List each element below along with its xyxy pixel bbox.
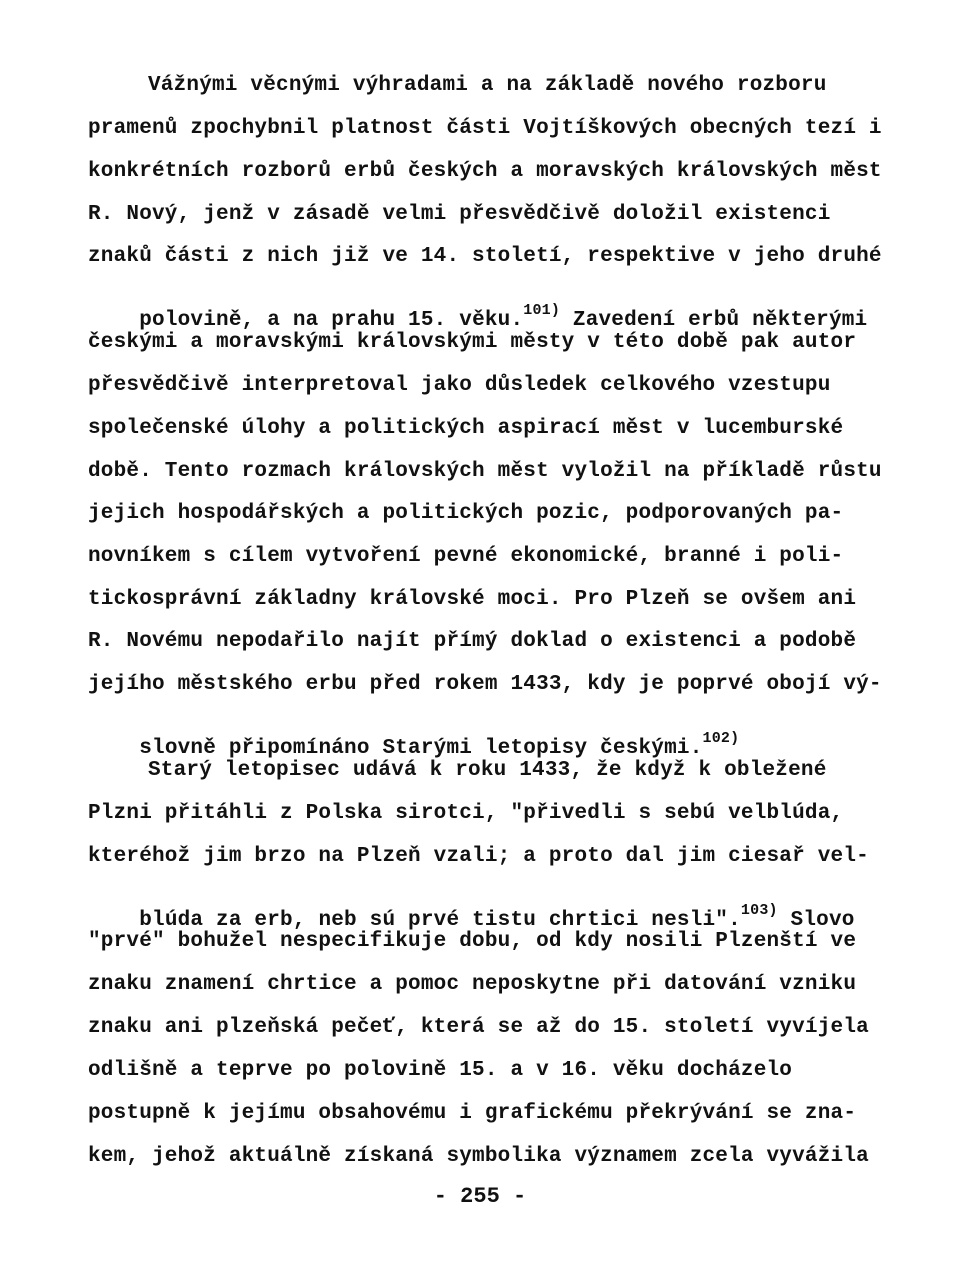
text-line-7: českými a moravskými královskými městy v této době pak autor bbox=[88, 331, 857, 354]
text-line-8: přesvědčivě interpretoval jako důsledek celkového vzestupu bbox=[88, 374, 831, 397]
text-line-1: Vážnými věcnými výhradami a na základě nového rozboru bbox=[148, 74, 827, 97]
text-line-14: R. Novému nepodařilo najít přímý doklad o existenci a podobě bbox=[88, 630, 857, 653]
text-line-18: Plzni přitáhli z Polska sirotci, "přivedli s sebú velblúda, bbox=[88, 802, 844, 825]
text-line-16-start: slovně připomínáno Starými letopisy českými. bbox=[139, 737, 703, 760]
footnote-marker-102: 102) bbox=[702, 730, 740, 747]
text-line-21: "prvé" bohužel nespecifikuje dobu, od kdy nosili Plzenští ve bbox=[88, 930, 857, 953]
text-line-20-end: Slovo bbox=[790, 909, 855, 932]
text-line-3: konkrétních rozborů erbů českých a moravských královských měst bbox=[88, 160, 882, 183]
text-line-24: odlišně a teprve po polovině 15. a v 16. věku docházelo bbox=[88, 1059, 793, 1082]
text-line-6-start: polovině, a na prahu 15. věku. bbox=[139, 309, 524, 332]
footnote-marker-101: 101) bbox=[523, 302, 561, 319]
page-number: - 255 - bbox=[433, 1184, 527, 1209]
text-line-17: Starý letopisec udává k roku 1433, že když k obležené bbox=[148, 759, 827, 782]
text-line-25: postupně k jejímu obsahovému i grafickému překrývání se zna- bbox=[88, 1102, 857, 1125]
text-line-9: společenské úlohy a politických aspirací měst v lucemburské bbox=[88, 417, 844, 440]
text-line-22: znaku znamení chrtice a pomoc neposkytne při datování vzniku bbox=[88, 973, 857, 996]
text-line-4: R. Nový, jenž v zásadě velmi přesvědčivě doložil existenci bbox=[88, 203, 831, 226]
text-line-13: tickosprávní základny královské moci. Pro Plzeň se ovšem ani bbox=[88, 588, 857, 611]
text-line-20-start: blúda za erb, neb sú prvé tistu chrtici nesli". bbox=[139, 909, 741, 932]
text-line-5: znaků části z nich již ve 14. století, respektive v jeho druhé bbox=[88, 245, 882, 268]
text-line-23: znaku ani plzeňská pečeť, která se až do 15. století vyvíjela bbox=[88, 1016, 869, 1039]
text-line-10: době. Tento rozmach královských měst vyložil na příkladě růstu bbox=[88, 460, 882, 483]
text-line-15: jejího městského erbu před rokem 1433, kdy je poprvé obojí vý- bbox=[88, 673, 882, 696]
footnote-marker-103: 103) bbox=[740, 902, 778, 919]
text-line-6-end: Zavedení erbů některými bbox=[572, 309, 868, 332]
text-line-11: jejich hospodářských a politických pozic, podporovaných pa- bbox=[88, 502, 844, 525]
text-line-2: pramenů zpochybnil platnost části Vojtíškových obecných tezí i bbox=[88, 117, 882, 140]
text-line-12: novníkem s cílem vytvoření pevné ekonomické, branné i poli- bbox=[88, 545, 844, 568]
text-line-19: kteréhož jim brzo na Plzeň vzali; a proto dal jim ciesař vel- bbox=[88, 845, 869, 868]
text-line-26: kem, jehož aktuálně získaná symbolika významem zcela vyvážila bbox=[88, 1145, 869, 1168]
